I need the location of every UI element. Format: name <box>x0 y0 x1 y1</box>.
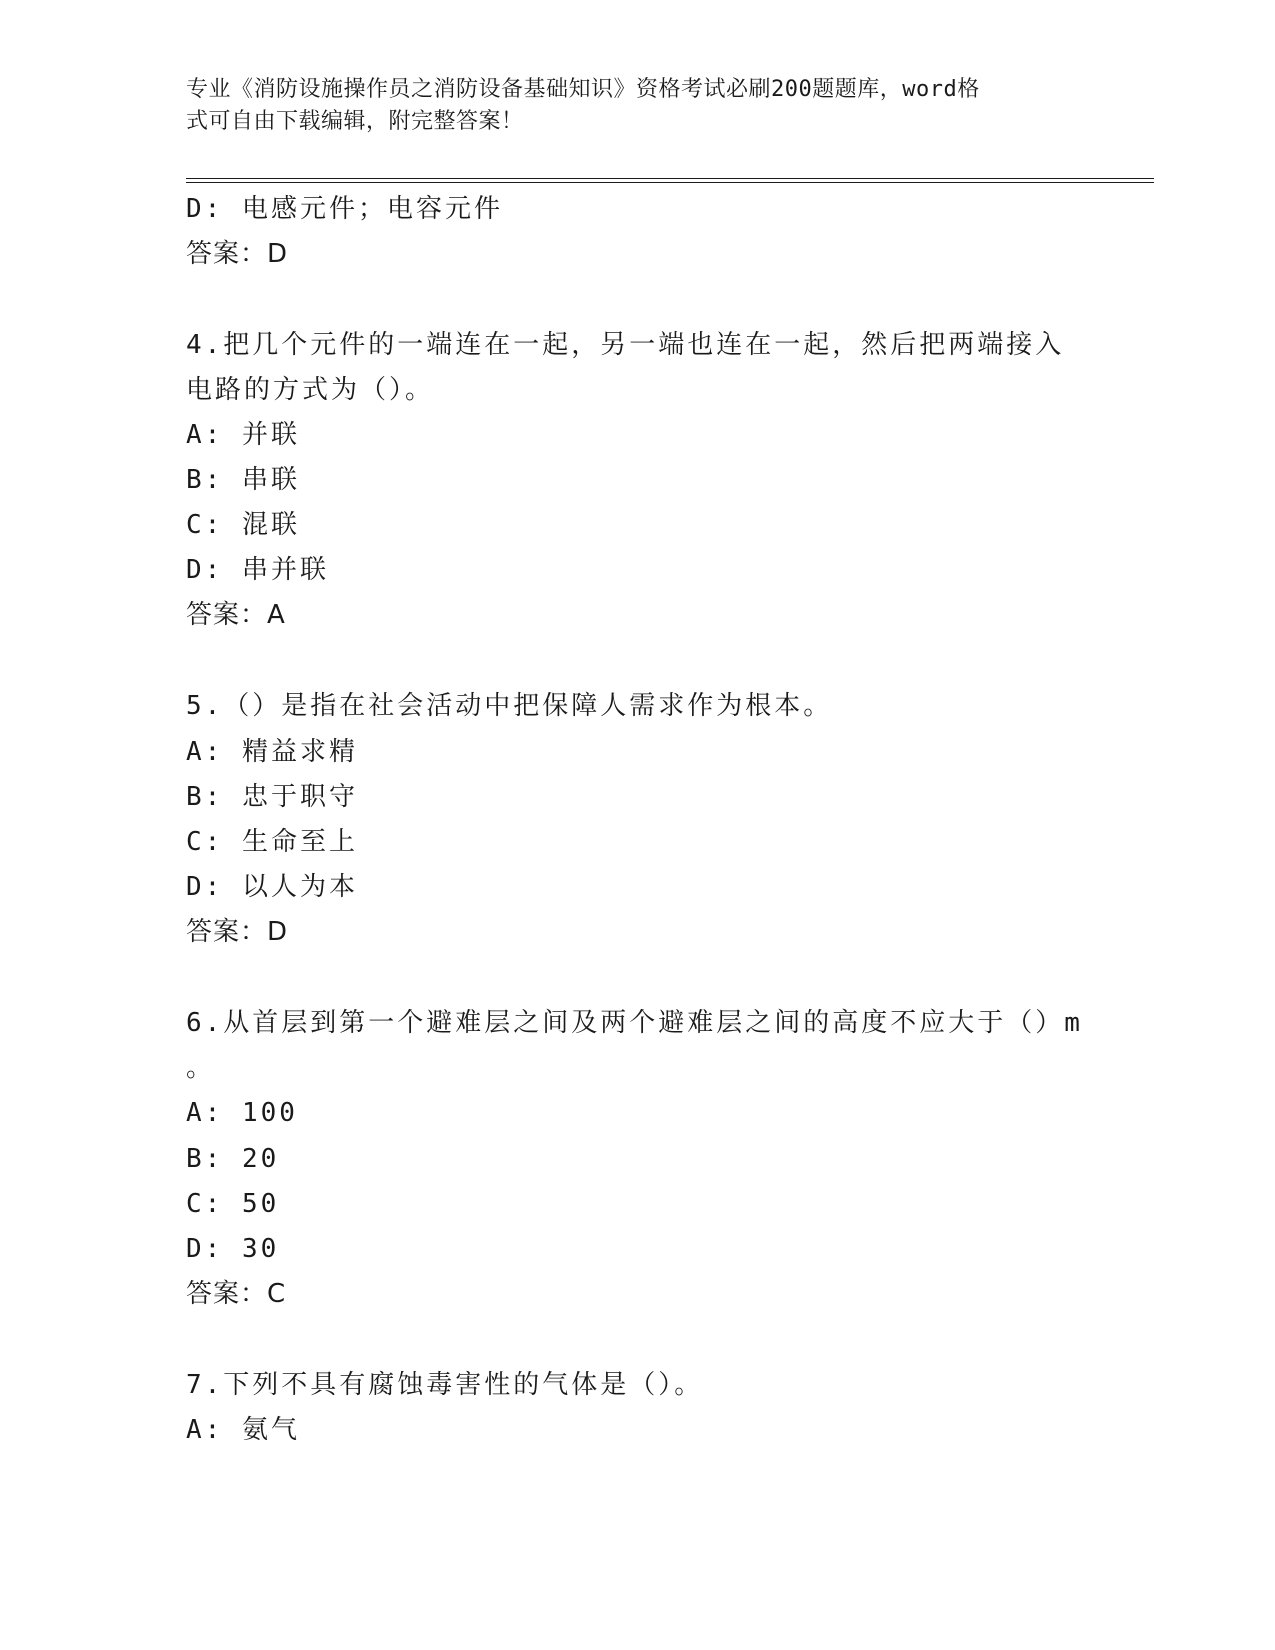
q5-answer: 答案：D <box>186 917 289 947</box>
q7-stem: 7.下列不具有腐蚀毒害性的气体是（）。 <box>186 1370 704 1400</box>
q4-option-b: B: 串联 <box>186 465 300 495</box>
q4-option-c: C: 混联 <box>186 510 300 540</box>
q5-option-b: B: 忠于职守 <box>186 782 358 812</box>
q6-option-a: A: 100 <box>186 1098 298 1128</box>
q6-stem-line-1: 6.从首层到第一个避难层之间及两个避难层之间的高度不应大于（）m <box>186 1008 1083 1038</box>
q4-stem-line-2: 电路的方式为（）。 <box>186 375 435 405</box>
prev-option-d: D: 电感元件；电容元件 <box>186 194 503 224</box>
q5-option-d: D: 以人为本 <box>186 872 358 902</box>
q5-option-a: A: 精益求精 <box>186 737 358 767</box>
q7-option-a: A: 氨气 <box>186 1415 300 1445</box>
q6-stem-line-2: 。 <box>186 1053 216 1083</box>
prev-answer: 答案：D <box>186 239 289 269</box>
q6-option-d: D: 30 <box>186 1234 280 1264</box>
header-divider-top <box>186 178 1154 179</box>
q6-answer: 答案：C <box>186 1279 287 1309</box>
header-line-1: 专业《消防设施操作员之消防设备基础知识》资格考试必刷200题题库，word格 <box>186 77 980 102</box>
q4-stem-line-1: 4.把几个元件的一端连在一起，另一端也连在一起，然后把两端接入 <box>186 330 1065 360</box>
q5-option-c: C: 生命至上 <box>186 827 358 857</box>
q6-option-b: B: 20 <box>186 1144 280 1174</box>
header-line-2: 式可自由下载编辑，附完整答案！ <box>186 109 524 134</box>
q6-option-c: C: 50 <box>186 1189 280 1219</box>
q5-stem: 5.（）是指在社会活动中把保障人需求作为根本。 <box>186 691 833 721</box>
q4-option-d: D: 串并联 <box>186 555 329 585</box>
header-divider-bottom <box>186 182 1154 183</box>
document-header <box>186 74 1066 138</box>
q4-answer: 答案：A <box>186 600 286 630</box>
q4-option-a: A: 并联 <box>186 420 300 450</box>
